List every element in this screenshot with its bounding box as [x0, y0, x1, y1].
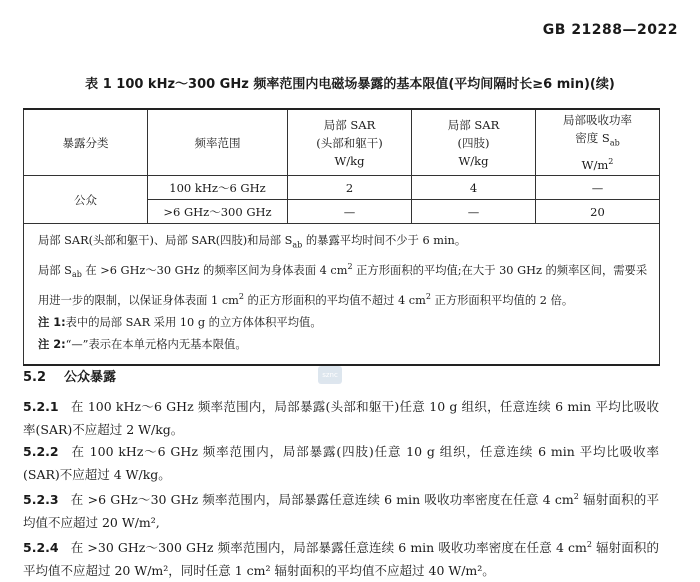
section-clauses	[23, 396, 659, 582]
table-notes	[24, 224, 660, 366]
header-sar-head: 局部 SAR (头部和躯干) W/kg	[288, 109, 412, 176]
note-1: 注 1:表中的局部 SAR 采用 10 g 的立方体体积平均值。	[38, 316, 322, 330]
table-caption: 表 1 100 kHz～300 GHz 频率范围内电磁场暴露的基本限值(平均间隔时长≥6 min)(续)	[85, 77, 615, 92]
header-sar-limb: 局部 SAR (四肢) W/kg	[412, 109, 536, 176]
note-area-averaging: 局部 $S_{ab}$ 在 >6 GHz～30 GHz 的频率区间为身体表面 4 $cm^2$ 正方形面积的平均值;在大于 30 GHz 的频率区间，需要采用进一步的限制，以保证身体表面 1 $cm^2$ 的正方形面积的平均值不超过 4 $cm^2$ 正方形面积平均值的 2 倍。	[38, 262, 648, 308]
clause-5-2-1: 5.2.1 在 100 kHz～6 GHz 频率范围内，局部暴露(头部和躯干)任意 10 g 组织，任意连续 6 min 平均比吸收率(SAR)不应超过 2 W/kg。	[23, 399, 659, 437]
section-title: 公众暴露	[64, 370, 117, 385]
cell-power-density: —	[536, 176, 660, 200]
cell-sar-limb: —	[412, 200, 536, 224]
standard-code: GB 21288—2022	[542, 22, 678, 38]
cell-power-density: 20	[536, 200, 660, 224]
limits-table	[23, 108, 660, 366]
watermark-logo-icon: sznc	[318, 366, 342, 384]
note-averaging-time: 局部 SAR(头部和躯干)、局部 SAR(四肢)和局部 $S_{ab}$ 的暴露平均时间不少于 6 min。	[38, 234, 467, 250]
cell-frequency: 100 kHz～6 GHz	[148, 176, 288, 200]
clause-5-2-3: 5.2.3 在 >6 GHz～30 GHz 频率范围内，局部暴露任意连续 6 min 吸收功率密度在任意 4 $cm^2$ 辐射面积的平均值不应超过 20 W/m²,	[23, 492, 659, 530]
header-power-density: 局部吸收功率 密度 $S_{ab}$ $W/m^2$	[536, 109, 660, 176]
table-row	[24, 176, 660, 200]
cell-sar-head: —	[288, 200, 412, 224]
clause-5-2-2: 5.2.2 在 100 kHz～6 GHz 频率范围内，局部暴露(四肢)任意 10 g 组织，任意连续 6 min 平均比吸收率(SAR)不应超过 4 W/kg。	[23, 444, 659, 482]
cell-sar-head: 2	[288, 176, 412, 200]
cell-frequency: >6 GHz～300 GHz	[148, 200, 288, 224]
section-number: 5.2	[23, 370, 47, 385]
cell-sar-limb: 4	[412, 176, 536, 200]
clause-5-2-4: 5.2.4 在 >30 GHz～300 GHz 频率范围内，局部暴露任意连续 6 min 吸收功率密度在任意 4 $cm^2$ 辐射面积的平均值不应超过 20 W/m²，同时任意 1 cm² 辐射面积的平均值不应超过 40 W/m²。	[23, 540, 659, 578]
cell-category: 公众	[24, 176, 148, 224]
header-frequency: 频率范围	[148, 109, 288, 176]
note-2: 注 2:“—”表示在本单元格内无基本限值。	[38, 338, 247, 352]
section-heading	[23, 366, 116, 385]
table-notes-row	[24, 224, 660, 366]
header-category: 暴露分类	[24, 109, 148, 176]
